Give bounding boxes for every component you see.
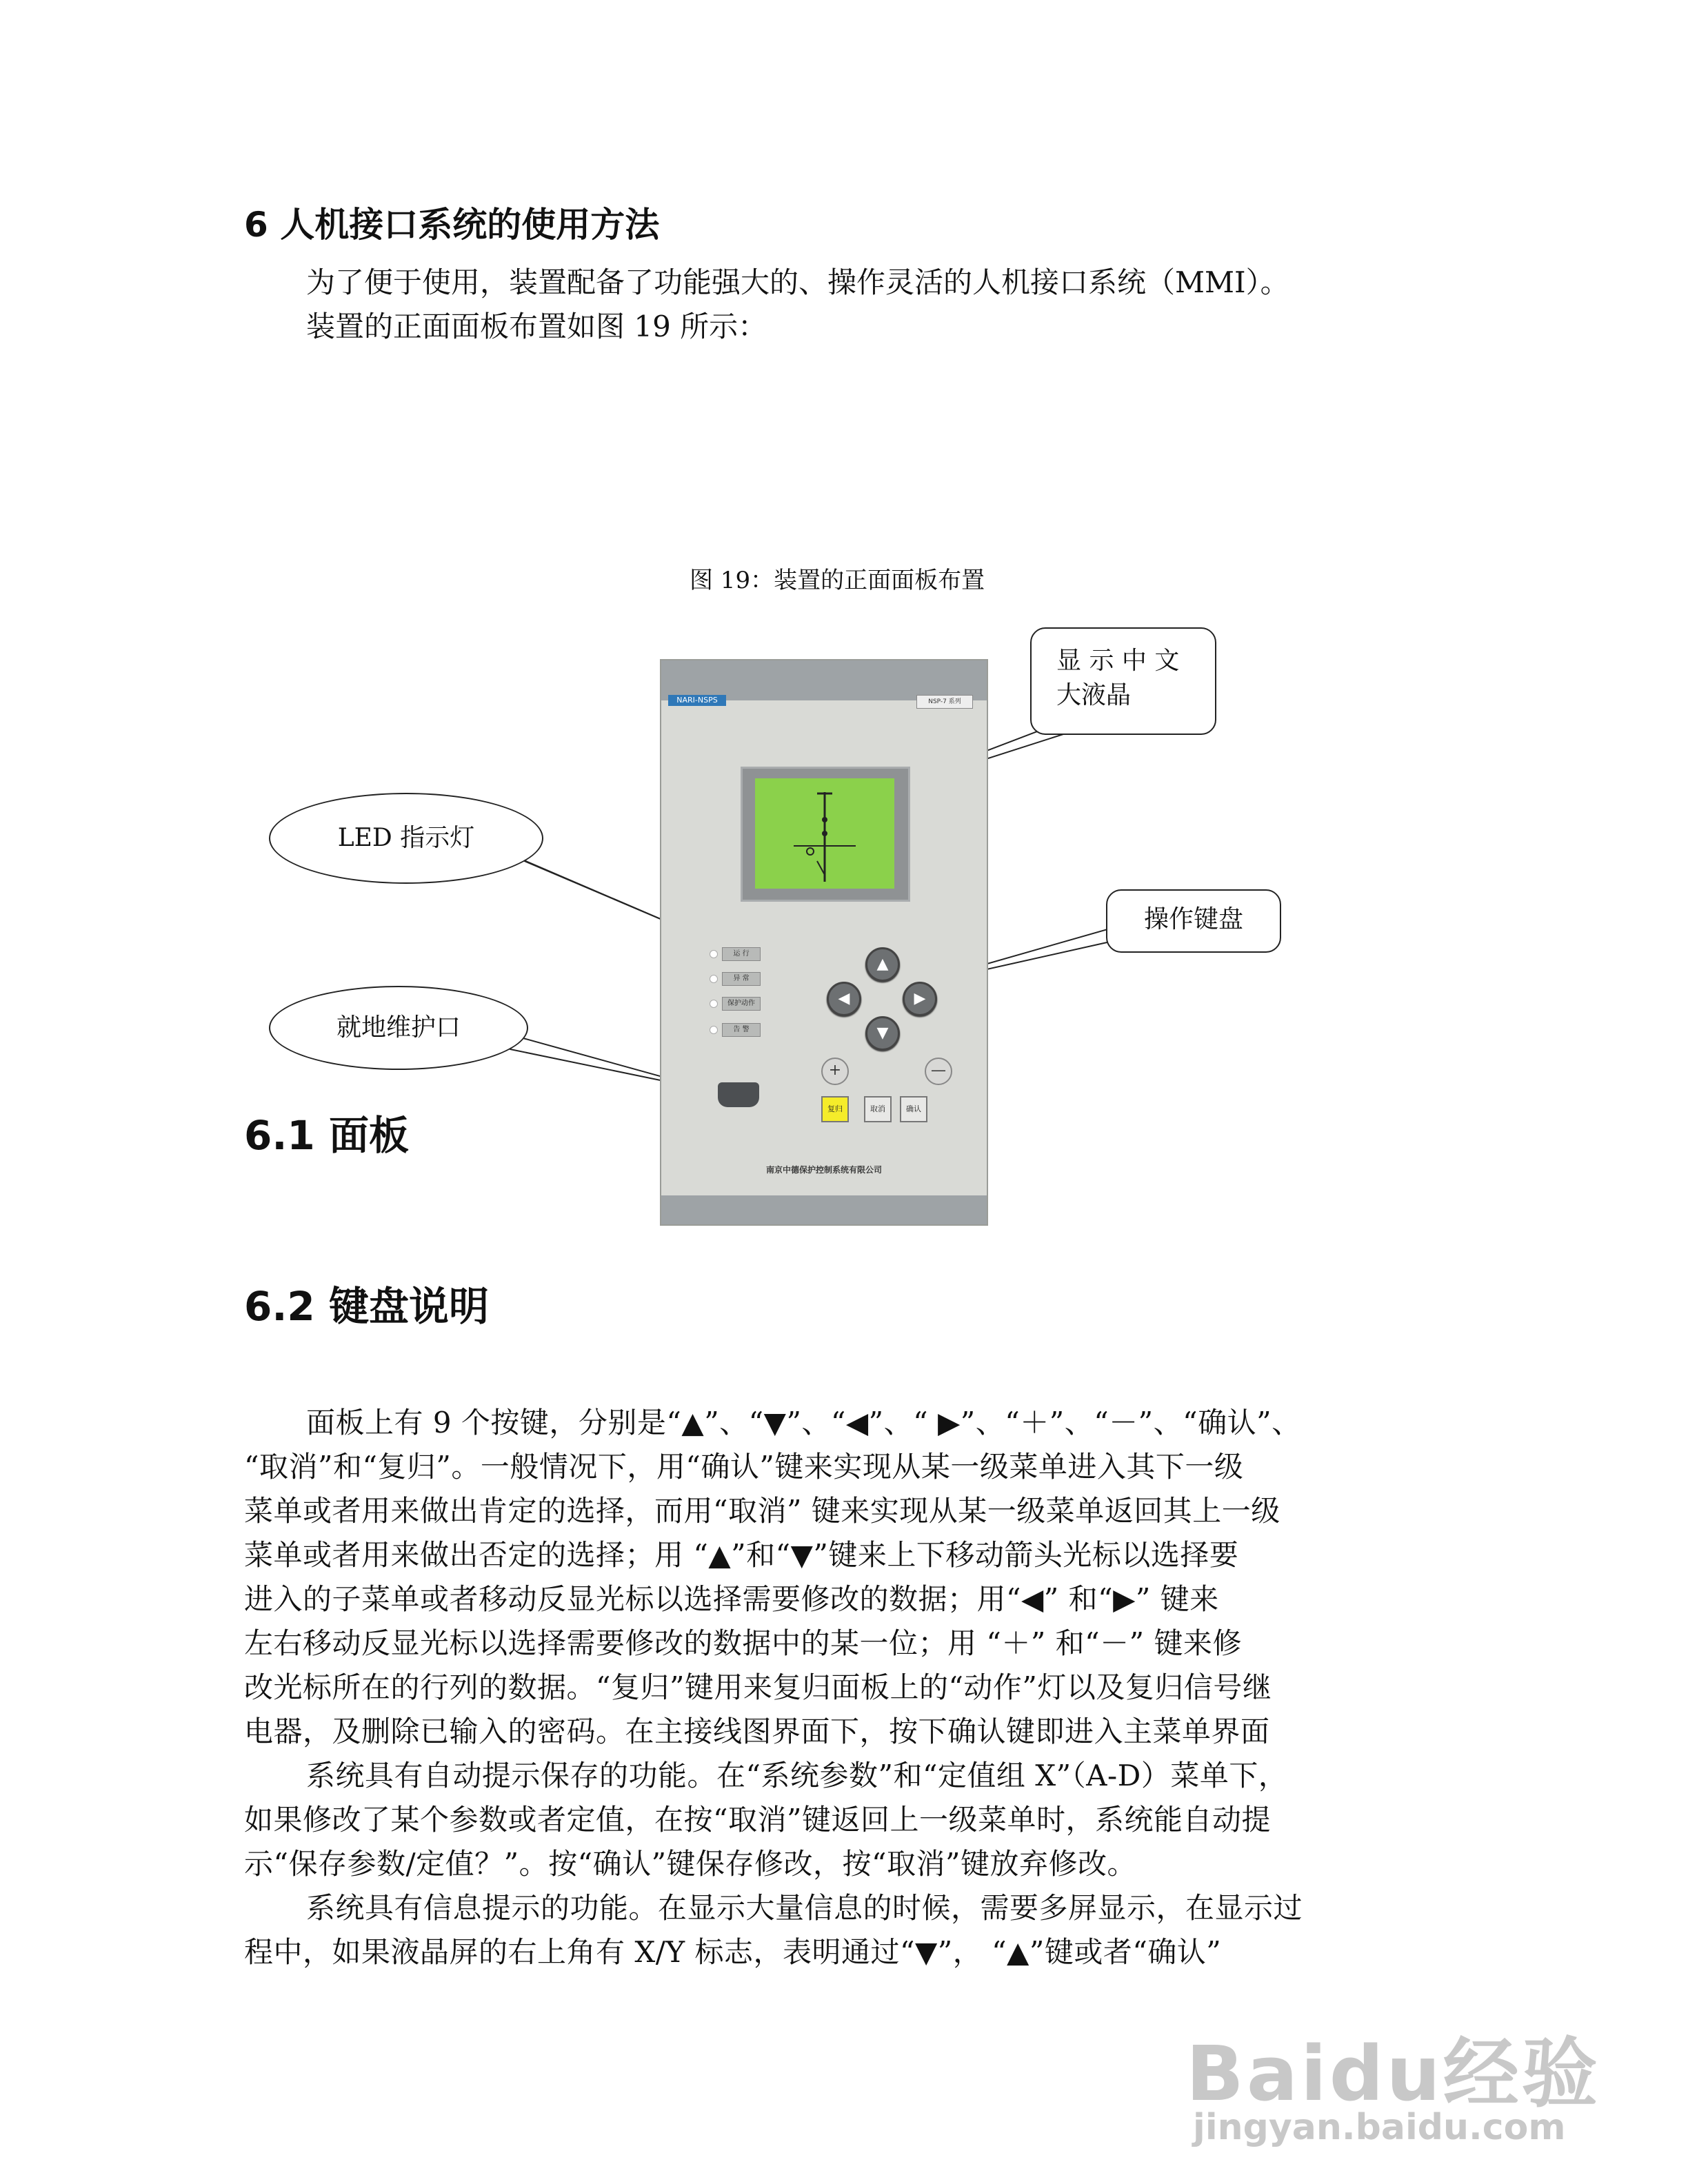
plus-key[interactable]: +	[821, 1058, 849, 1085]
single-line-diagram-icon	[755, 778, 894, 889]
body-line: 示“保存参数/定值？”。按“确认”键保存修改，按“取消”键放弃修改。	[244, 1847, 1136, 1881]
figure-caption: 图 19：装置的正面面板布置	[690, 567, 985, 594]
device-front-panel	[660, 659, 988, 1226]
lcd-screen	[755, 778, 894, 889]
up-arrow-icon: ▲	[876, 956, 889, 973]
led-label-run: 运 行	[722, 947, 761, 961]
down-key[interactable]	[858, 1009, 907, 1058]
led-alarm	[710, 1026, 718, 1034]
led-protection	[710, 1000, 718, 1008]
led-label-abnormal: 异 常	[722, 972, 761, 986]
body-line: 系统具有自动提示保存的功能。在“系统参数”和“定值组 X”（A-D）菜单下，	[306, 1759, 1288, 1792]
body-line: 进入的子菜单或者移动反显光标以选择需要修改的数据；用“◀” 和“▶” 键来	[244, 1582, 1219, 1616]
led-label-protection: 保护动作	[722, 997, 761, 1011]
baidu-url: jingyan.baidu.com	[1193, 2107, 1566, 2148]
cancel-key[interactable]: 取消	[864, 1096, 892, 1122]
body-line: 面板上有 9 个按键，分别是“▲”、“▼”、“◀”、“ ▶”、“＋”、“－”、“确认”、	[306, 1406, 1301, 1439]
company-name: 南京中德保护控制系统有限公司	[765, 1165, 882, 1175]
body-line: 菜单或者用来做出否定的选择；用 “▲”和“▼”键来上下移动箭头光标以选择要	[244, 1538, 1239, 1572]
intro-line-1: 为了便于使用，装置配备了功能强大的、操作灵活的人机接口系统（MMI）。	[306, 265, 1289, 299]
body-line: 程中，如果液晶屏的右上角有 X/Y 标志，表明通过“▼”， “▲”键或者“确认”	[244, 1935, 1222, 1969]
minus-key[interactable]: —	[925, 1058, 952, 1085]
up-key[interactable]	[858, 940, 907, 989]
body-line: 如果修改了某个参数或者定值，在按“取消”键返回上一级菜单时，系统能自动提	[244, 1803, 1271, 1837]
body-line: 电器，及删除已输入的密码。在主接线图界面下，按下确认键即进入主菜单界面	[244, 1715, 1270, 1748]
led-run	[710, 950, 718, 958]
body-line: 改光标所在的行列的数据。“复归”键用来复归面板上的“动作”灯以及复归信号继	[244, 1670, 1272, 1704]
intro-line-2: 装置的正面面板布置如图 19 所示：	[306, 310, 767, 343]
led-label-alarm: 告 警	[722, 1023, 761, 1037]
baidu-logo: Baidu经验	[1186, 2030, 1600, 2118]
right-arrow-icon: ▶	[914, 990, 926, 1007]
left-arrow-icon: ◀	[838, 990, 850, 1007]
right-key[interactable]	[896, 975, 945, 1024]
callout-led: LED 指示灯	[269, 793, 543, 884]
maintenance-port	[718, 1082, 759, 1107]
callout-lcd: 显 示 中 文 大液晶	[1030, 627, 1216, 735]
section-heading-keyboard: 6.2 键盘说明	[244, 1283, 489, 1330]
brand-badge: NARI-NSPS	[668, 695, 726, 706]
body-line: “取消”和“复归”。一般情况下，用“确认”键来实现从某一级菜单进入其下一级	[244, 1450, 1244, 1484]
body-line: 菜单或者用来做出肯定的选择，而用“取消” 键来实现从某一级菜单返回其上一级	[244, 1494, 1280, 1528]
section-heading-panel: 6.1 面板	[244, 1112, 409, 1159]
reset-key[interactable]: 复归	[821, 1096, 849, 1122]
lcd-frame	[741, 767, 910, 902]
down-arrow-icon: ▼	[876, 1024, 889, 1042]
model-tag: NSP-7 系列	[916, 695, 973, 709]
panel-footer-bar	[661, 1195, 987, 1224]
body-text	[244, 1401, 1444, 1974]
chapter-heading: 6 人机接口系统的使用方法	[244, 205, 660, 245]
callout-keyboard: 操作键盘	[1106, 889, 1281, 953]
callout-port: 就地维护口	[269, 986, 528, 1070]
body-line: 左右移动反显光标以选择需要修改的数据中的某一位；用 “＋” 和“－” 键来修	[244, 1626, 1242, 1660]
confirm-key[interactable]: 确认	[900, 1096, 927, 1122]
body-line: 系统具有信息提示的功能。在显示大量信息的时候，需要多屏显示，在显示过	[306, 1891, 1303, 1925]
led-abnormal	[710, 975, 718, 983]
left-key[interactable]	[820, 975, 869, 1024]
